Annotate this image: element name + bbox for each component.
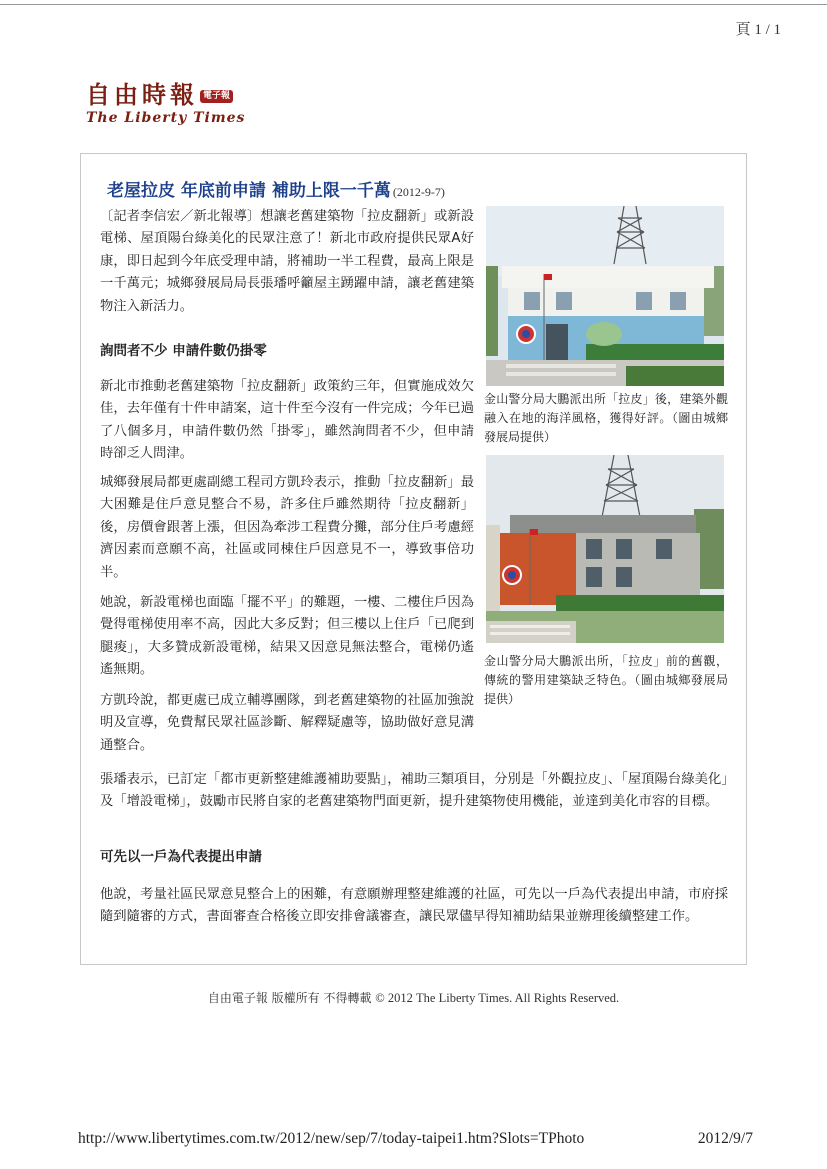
logo-badge: 電子報	[200, 90, 233, 103]
photo-police-station-after[interactable]	[486, 206, 724, 386]
police-station-after-illustration	[486, 206, 724, 386]
top-rule	[0, 4, 827, 5]
article-subheading: 可先以一戶為代表提出申請	[100, 849, 262, 865]
copyright-zh: 自由電子報 版權所有 不得轉載	[207, 991, 372, 1005]
page-number: 頁 1 / 1	[735, 22, 781, 38]
article-paragraph: 她說，新設電梯也面臨「擺不平」的難題，一樓、二樓住戶因為覺得電梯使用率不高，因此大多反對；但三樓以上住戶「已爬到腿痠」，大多贊成新設電梯，結果又因意見無法整合，電梯仍遙遙無期。	[100, 595, 474, 678]
copyright-footer	[0, 989, 827, 1006]
copyright-en: © 2012 The Liberty Times. All Rights Reserved.	[375, 991, 620, 1005]
source-url[interactable]: http://www.libertytimes.com.tw/2012/new/sep/7/today-taipei1.htm?Slots=TPhoto	[78, 1130, 585, 1147]
print-date: 2012/9/7	[697, 1130, 753, 1147]
photo-caption: 金山警分局大鵬派出所「拉皮」後，建築外觀融入在地的海洋風格，獲得好評。（圖由城鄉發展局提供）	[484, 392, 728, 444]
logo-english-wordmark: The Liberty Times	[86, 110, 246, 126]
photo-police-station-before[interactable]	[486, 455, 724, 643]
article-paragraph: 方凱玲說，都更處已成立輔導團隊，到老舊建築物的社區加強說明及宣導，免費幫民眾社區診斷、解釋疑慮等，協助做好意見溝通整合。	[100, 693, 474, 753]
article-paragraph: 新北市推動老舊建築物「拉皮翻新」政策約三年，但實施成效欠佳，去年僅有十件申請案，這十件至今沒有一件完成；今年已過了八個多月，申請件數仍然「掛零」，雖然詢問者不少，但申請時卻乏人問津。	[100, 379, 474, 462]
article-paragraph: 城鄉發展局都更處副總工程司方凱玲表示，推動「拉皮翻新」最大困難是住戶意見整合不易，許多住戶雖然期待「拉皮翻新」後，房價會跟著上漲，但因為牽涉工程費分攤，部分住戶考慮經濟因素而意願不高，社區或同棟住戶因意見不一，導致事倍功半。	[100, 475, 474, 580]
article-subheading: 詢問者不少 申請件數仍掛零	[100, 343, 267, 359]
article-paragraph: 他說，考量社區民眾意見整合上的困難，有意願辦理整建維護的社區，可先以一戶為代表提出申請，市府採隨到隨審的方式，書面審查合格後立即安排會議審查，讓民眾儘早得知補助結果並辦理後續整建工作。	[100, 887, 728, 925]
police-station-before-illustration	[486, 455, 724, 643]
article-paragraph: 〔記者李信宏／新北報導〕想讓老舊建築物「拉皮翻新」或新設電梯、屋頂陽台綠美化的民眾注意了！新北市政府提供民眾A好康，即日起到今年底受理申請，將補助一半工程費，最高上限是一千萬元；城鄉發展局局長張璠呼籲屋主踴躍申請，讓老舊建築物注入新活力。	[100, 209, 474, 314]
article-title: 老屋拉皮 年底前申請 補助上限一千萬	[107, 181, 391, 201]
liberty-times-logo[interactable]	[86, 82, 286, 134]
article-paragraph: 張璠表示，已訂定「都市更新整建維護補助要點」，補助三類項目，分別是「外觀拉皮」、「屋頂陽台綠美化」及「增設電梯」，鼓勵市民將自家的老舊建築物門面更新，提升建築物使用機能，並達到美化市容的目標。	[100, 772, 728, 810]
article-date: (2012-9-7)	[392, 185, 445, 199]
photo-caption: 金山警分局大鵬派出所，「拉皮」前的舊觀，傳統的警用建築缺乏特色。（圖由城鄉發展局提供）	[484, 654, 728, 706]
logo-chinese-wordmark: 自由時報 電子報	[86, 82, 286, 108]
article-headline	[107, 176, 707, 201]
